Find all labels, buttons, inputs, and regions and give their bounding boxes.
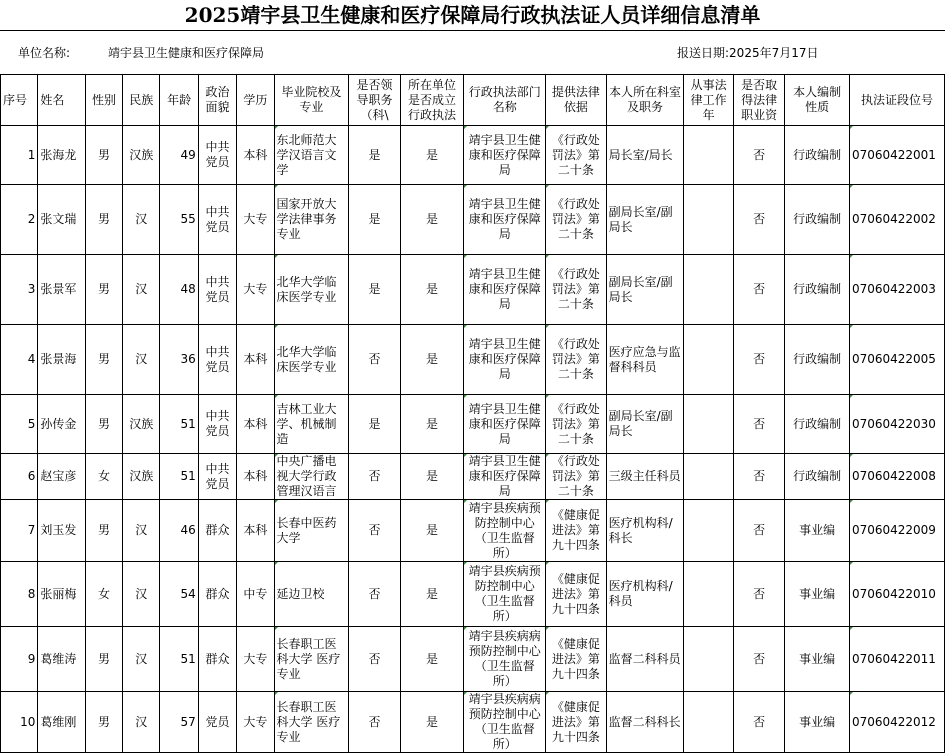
table-cell: 否: [733, 185, 784, 255]
table-cell: 《行政处罚法》第二十条: [546, 325, 607, 395]
table-cell: 36: [160, 325, 198, 395]
table-cell: 行政编制: [785, 395, 850, 454]
column-header: 从事法律工作年: [684, 75, 733, 126]
table-row: [1, 126, 945, 185]
column-header: 本人编制性质: [785, 75, 850, 126]
table-cell: 否: [349, 627, 400, 692]
table-cell: 《健康促进法》第九十四条: [546, 692, 607, 753]
table-cell: 51: [160, 395, 198, 454]
table-cell: 中专: [237, 562, 274, 627]
table-cell: 《健康促进法》第九十四条: [546, 500, 607, 562]
table-cell: 中共党员: [198, 126, 236, 185]
table-cell: 孙传金: [38, 395, 85, 454]
table-cell: 07060422008: [849, 454, 944, 500]
table-row: [1, 185, 945, 255]
table-cell: 男: [85, 395, 122, 454]
table-cell: 07060422012: [849, 692, 944, 753]
table-row: [1, 454, 945, 500]
table-cell: 9: [1, 627, 38, 692]
table-body: [1, 126, 945, 753]
table-cell: [684, 255, 733, 325]
table-cell: 大专: [237, 627, 274, 692]
personnel-table: [0, 74, 945, 753]
table-cell: 07060422009: [849, 500, 944, 562]
table-cell: 5: [1, 395, 38, 454]
table-cell: 靖宇县卫生健康和医疗保障局: [464, 126, 546, 185]
table-cell: 三级主任科员: [606, 454, 684, 500]
table-cell: 54: [160, 562, 198, 627]
table-cell: 是: [400, 627, 464, 692]
table-cell: 刘玉发: [38, 500, 85, 562]
table-cell: 医疗机构科/科员: [606, 562, 684, 627]
table-cell: 中央广播电视大学行政管理汉语言: [274, 454, 349, 500]
table-cell: 中共党员: [198, 255, 236, 325]
table-cell: 靖宇县疾病预防控制中心（卫生监督所）: [464, 500, 546, 562]
table-row: [1, 562, 945, 627]
table-cell: 否: [733, 500, 784, 562]
table-cell: 国家开放大学法律事务专业: [274, 185, 349, 255]
table-cell: 行政编制: [785, 185, 850, 255]
table-cell: 张海龙: [38, 126, 85, 185]
table-cell: 本科: [237, 395, 274, 454]
table-cell: 监督二科科员: [606, 627, 684, 692]
table-cell: 靖宇县疾病预防控制中心（卫生监督所）: [464, 562, 546, 627]
table-cell: 否: [733, 454, 784, 500]
table-cell: 大专: [237, 185, 274, 255]
table-cell: 张文瑞: [38, 185, 85, 255]
table-cell: 汉: [123, 185, 160, 255]
table-cell: 副局长室/副局长: [606, 185, 684, 255]
table-cell: 张景军: [38, 255, 85, 325]
table-cell: 靖宇县卫生健康和医疗保障局: [464, 395, 546, 454]
table-cell: 汉: [123, 692, 160, 753]
table-cell: 事业编: [785, 562, 850, 627]
table-cell: 张丽梅: [38, 562, 85, 627]
table-row: [1, 395, 945, 454]
column-header: 执法证段位号: [849, 75, 944, 126]
table-cell: 是: [349, 185, 400, 255]
table-cell: 《行政处罚法》第二十条: [546, 395, 607, 454]
table-cell: [684, 562, 733, 627]
report-date: 报送日期:2025年7月17日: [677, 46, 819, 60]
table-cell: 否: [349, 454, 400, 500]
table-cell: 48: [160, 255, 198, 325]
table-cell: [684, 185, 733, 255]
table-cell: [684, 395, 733, 454]
table-cell: 《行政处罚法》第二十条: [546, 454, 607, 500]
column-header: 性别: [85, 75, 122, 126]
table-cell: [684, 627, 733, 692]
table-cell: 46: [160, 500, 198, 562]
table-cell: 07060422011: [849, 627, 944, 692]
table-cell: 是: [400, 500, 464, 562]
table-cell: 是: [349, 395, 400, 454]
table-cell: 否: [349, 500, 400, 562]
table-cell: 男: [85, 126, 122, 185]
table-cell: 是: [349, 126, 400, 185]
table-cell: 07060422010: [849, 562, 944, 627]
table-cell: 57: [160, 692, 198, 753]
table-cell: 靖宇县卫生健康和医疗保障局: [464, 325, 546, 395]
table-cell: 靖宇县卫生健康和医疗保障局: [464, 454, 546, 500]
header-row: [1, 75, 945, 126]
table-cell: 吉林工业大学、机械制造: [274, 395, 349, 454]
table-cell: 赵宝彦: [38, 454, 85, 500]
table-row: [1, 325, 945, 395]
table-cell: 《行政处罚法》第二十条: [546, 255, 607, 325]
table-cell: 《行政处罚法》第二十条: [546, 126, 607, 185]
table-cell: 北华大学临床医学专业: [274, 255, 349, 325]
table-cell: 中共党员: [198, 454, 236, 500]
table-cell: 否: [733, 562, 784, 627]
unit-value: 靖宇县卫生健康和医疗保障局: [108, 46, 265, 60]
table-cell: 局长室/局长: [606, 126, 684, 185]
table-cell: 3: [1, 255, 38, 325]
column-header: 提供法律依据: [546, 75, 607, 126]
table-cell: 葛维刚: [38, 692, 85, 753]
table-cell: 《行政处罚法》第二十条: [546, 185, 607, 255]
table-cell: 中共党员: [198, 185, 236, 255]
table-cell: 群众: [198, 500, 236, 562]
table-cell: 是: [400, 325, 464, 395]
table-cell: 张景海: [38, 325, 85, 395]
table-cell: 是: [400, 126, 464, 185]
table-cell: 本科: [237, 500, 274, 562]
table-cell: 否: [733, 692, 784, 753]
table-cell: 汉: [123, 500, 160, 562]
table-cell: 6: [1, 454, 38, 500]
table-cell: 07060422030: [849, 395, 944, 454]
column-header: 年龄: [160, 75, 198, 126]
table-cell: 行政编制: [785, 325, 850, 395]
table-cell: 是: [349, 255, 400, 325]
table-cell: 《健康促进法》第九十四条: [546, 562, 607, 627]
table-cell: 10: [1, 692, 38, 753]
sheet-title: 2025靖宇县卫生健康和医疗保障局行政执法证人员详细信息清单: [0, 0, 945, 31]
table-cell: 群众: [198, 627, 236, 692]
column-header: 民族: [123, 75, 160, 126]
table-cell: 是: [400, 562, 464, 627]
table-cell: 事业编: [785, 500, 850, 562]
table-cell: 行政编制: [785, 454, 850, 500]
table-cell: 事业编: [785, 627, 850, 692]
table-cell: 靖宇县疾病病预防控制中心（卫生监督所）: [464, 692, 546, 753]
table-cell: 否: [349, 692, 400, 753]
table-cell: 否: [349, 325, 400, 395]
table-cell: 事业编: [785, 692, 850, 753]
sheet-subheader: [0, 31, 945, 75]
table-cell: [684, 692, 733, 753]
table-cell: 医疗应急与监督科科员: [606, 325, 684, 395]
column-header: 姓名: [38, 75, 85, 126]
table-cell: 男: [85, 185, 122, 255]
table-cell: [684, 126, 733, 185]
table-cell: 是: [400, 185, 464, 255]
table-cell: 汉族: [123, 454, 160, 500]
table-cell: 07060422005: [849, 325, 944, 395]
table-cell: 是: [400, 454, 464, 500]
table-cell: 7: [1, 500, 38, 562]
table-cell: 中共党员: [198, 395, 236, 454]
table-cell: 否: [733, 627, 784, 692]
table-cell: 东北师范大学汉语言文学: [274, 126, 349, 185]
column-header: 序号: [1, 75, 38, 126]
table-cell: 否: [733, 126, 784, 185]
table-cell: [684, 325, 733, 395]
table-cell: 55: [160, 185, 198, 255]
table-cell: 07060422003: [849, 255, 944, 325]
table-cell: 靖宇县卫生健康和医疗保障局: [464, 255, 546, 325]
table-cell: 07060422002: [849, 185, 944, 255]
table-cell: 07060422001: [849, 126, 944, 185]
table-cell: 男: [85, 255, 122, 325]
table-cell: 2: [1, 185, 38, 255]
table-cell: 是: [400, 692, 464, 753]
table-cell: 是: [400, 395, 464, 454]
table-cell: 否: [349, 562, 400, 627]
table-cell: 51: [160, 627, 198, 692]
table-cell: 长春中医药大学: [274, 500, 349, 562]
table-cell: 副局长室/副局长: [606, 395, 684, 454]
table-cell: 51: [160, 454, 198, 500]
table-row: [1, 692, 945, 753]
table-cell: 否: [733, 395, 784, 454]
table-cell: 汉族: [123, 395, 160, 454]
table-cell: 否: [733, 255, 784, 325]
table-cell: 本科: [237, 126, 274, 185]
table-cell: 中共党员: [198, 325, 236, 395]
table-cell: 延边卫校: [274, 562, 349, 627]
table-cell: 党员: [198, 692, 236, 753]
table-cell: 行政编制: [785, 126, 850, 185]
table-cell: 男: [85, 692, 122, 753]
table-cell: 汉: [123, 255, 160, 325]
table-row: [1, 500, 945, 562]
table-cell: 汉族: [123, 126, 160, 185]
table-cell: 医疗机构科/科长: [606, 500, 684, 562]
table-cell: 北华大学临床医学专业: [274, 325, 349, 395]
table-cell: 否: [733, 325, 784, 395]
column-header: 学历: [237, 75, 274, 126]
table-cell: 靖宇县疾病病预防控制中心（卫生监督所）: [464, 627, 546, 692]
column-header: 行政执法部门名称: [464, 75, 546, 126]
table-row: [1, 255, 945, 325]
table-cell: 靖宇县卫生健康和医疗保障局: [464, 185, 546, 255]
table-cell: 4: [1, 325, 38, 395]
table-cell: 女: [85, 454, 122, 500]
column-header: 政治面貌: [198, 75, 236, 126]
table-cell: 1: [1, 126, 38, 185]
table-cell: 长春职工医科大学 医疗专业: [274, 627, 349, 692]
column-header: 所在单位是否成立行政执法: [400, 75, 464, 126]
table-row: [1, 627, 945, 692]
table-cell: 女: [85, 562, 122, 627]
table-cell: [684, 454, 733, 500]
table-cell: 男: [85, 325, 122, 395]
table-cell: 监督二科科长: [606, 692, 684, 753]
table-cell: 本科: [237, 454, 274, 500]
table-cell: 葛维涛: [38, 627, 85, 692]
table-cell: 本科: [237, 325, 274, 395]
table-cell: 8: [1, 562, 38, 627]
table-cell: 是: [400, 255, 464, 325]
table-cell: 群众: [198, 562, 236, 627]
table-cell: 汉: [123, 325, 160, 395]
unit-label: 单位名称:: [18, 46, 71, 60]
table-cell: 汉: [123, 627, 160, 692]
table-cell: 副局长室/副局长: [606, 255, 684, 325]
table-cell: 男: [85, 500, 122, 562]
table-cell: [684, 500, 733, 562]
column-header: 是否取得法律职业资: [733, 75, 784, 126]
table-cell: 大专: [237, 255, 274, 325]
table-cell: 大专: [237, 692, 274, 753]
table-cell: 49: [160, 126, 198, 185]
column-header: 毕业院校及专业: [274, 75, 349, 126]
table-cell: 男: [85, 627, 122, 692]
table-cell: 汉: [123, 562, 160, 627]
column-header: 本人所在科室及职务: [606, 75, 684, 126]
table-cell: 行政编制: [785, 255, 850, 325]
column-header: 是否领导职务（科\: [349, 75, 400, 126]
table-cell: 《健康促进法》第九十四条: [546, 627, 607, 692]
table-cell: 长春职工医科大学 医疗专业: [274, 692, 349, 753]
